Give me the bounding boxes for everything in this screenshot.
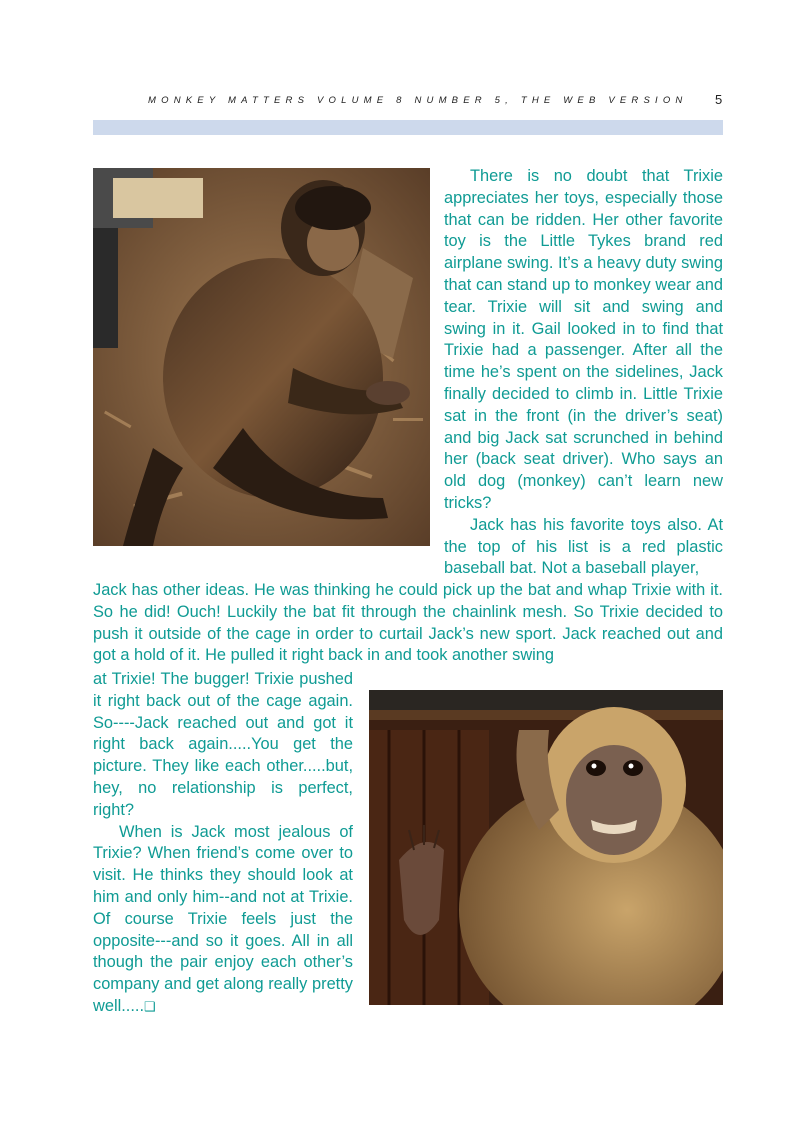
- article-column-left: [93, 669, 353, 1018]
- running-header: MONKEY MATTERS VOLUME 8 NUMBER 5, THE WEB VERSION: [148, 95, 688, 106]
- paragraph-jealous: When is Jack most jealous of Trixie? When friend’s come over to visit. He thinks they should look at him and only him--and not at Trixie. Of course Trixie feels just the opposite---and so it goes. All in all though the pair enjoy each other’s company and get along really pretty well.....: [93, 822, 353, 1015]
- paragraph-bat-story: Jack has other ideas. He was thinking he could pick up the bat and whap Trixie with it. So he did! Ouch! Luckily the bat fit through the chainlink mesh. So Trixie decided to push it outside of the cage in order to curtail Jack’s new sport. Jack reached out and got a hold of it. He pulled it right back in and took another swing: [93, 581, 723, 665]
- paragraph-bugger: at Trixie! The bugger! Trixie pushed it right back out of the cage again. So----Jack reached out and got it right back again.....You get the picture. They like each other.....but, hey, no relationship is perfect, right?: [93, 670, 353, 819]
- page-number: 5: [715, 92, 723, 107]
- article-column-right: [444, 166, 723, 580]
- photo-monkey-sitting: [93, 168, 430, 546]
- article-full-width: [93, 580, 723, 667]
- paragraph-trixie-toys: There is no doubt that Trixie appreciates her toys, especially those that can be ridden. Her other favorite toy is the Little Tykes brand red airplane swing. It’s a heavy duty swing that can stand up to monkey wear and tear. Trixie will sit and swing and swing in it. Gail looked in to find that Trixie had a passenger. After all the time he’s spent on the sidelines, Jack finally decided to climb in. Little Trixie sat in the front (in the driver’s seat) and big Jack sat scrunched in behind her (back seat driver). Who says an old dog (monkey) can’t learn new tricks?: [444, 167, 723, 512]
- paragraph-jack-toys: Jack has his favorite toys also. At the top of his list is a red plastic baseball bat. Not a baseball player,: [444, 515, 723, 578]
- photo-monkey-face: [369, 690, 723, 1005]
- header-rule: [93, 120, 723, 135]
- end-mark-icon: ❑: [144, 998, 156, 1014]
